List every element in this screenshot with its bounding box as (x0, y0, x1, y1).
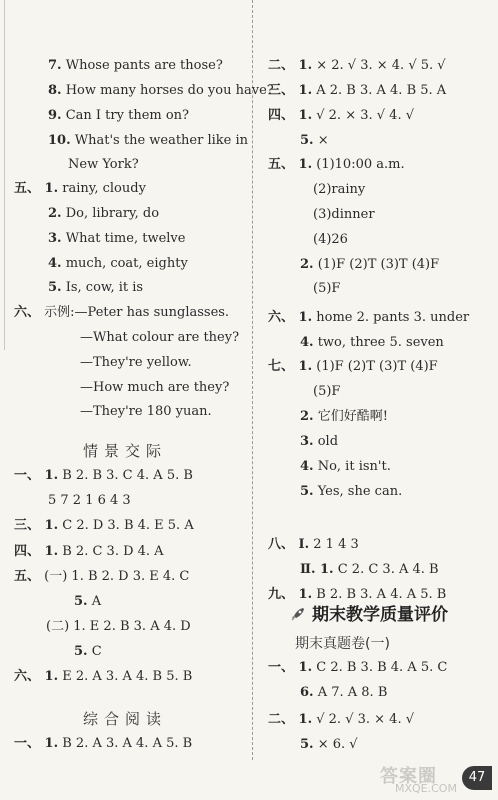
answer-line (14, 468, 193, 484)
answer-text: rainy, cloudy (58, 181, 146, 196)
answer-text: (二) 1. E 2. B 3. A 4. D (46, 619, 191, 634)
answer-line (313, 281, 340, 297)
answer-line (268, 108, 414, 124)
answer-number: 10. (48, 133, 71, 148)
answer-line (268, 157, 405, 173)
answer-text: much, coat, eighty (61, 256, 188, 271)
answer-line (74, 644, 102, 660)
answer-line (268, 660, 447, 676)
answer-text: B 2. A 3. A 4. A 5. B (58, 736, 193, 751)
answer-text: old (313, 434, 339, 449)
answer-line (300, 257, 439, 273)
answer-text: two, three 5. seven (313, 335, 444, 350)
answer-text: E 2. A 3. A 4. B 5. B (58, 669, 193, 684)
page-number: 47 (462, 766, 492, 790)
answer-line (14, 305, 229, 321)
answer-text: (4)26 (313, 232, 348, 247)
answer-text: Yes, she can. (313, 484, 403, 499)
answer-text: (1)F (2)T (3)T (4)F (312, 359, 438, 374)
answer-number: 3. (48, 231, 62, 246)
answer-line (14, 736, 192, 752)
answer-line (313, 207, 375, 223)
answer-line (300, 685, 387, 701)
answer-line (74, 594, 101, 610)
answer-number: 二、 1. (268, 712, 313, 727)
exam-subtitle: 期末真题卷(一) (295, 636, 390, 652)
answer-number: 8. (48, 83, 62, 98)
answer-text: C 2. B 3. B 4. A 5. C (312, 660, 448, 675)
answer-line (268, 83, 446, 99)
answer-text: —What colour are they? (80, 330, 240, 345)
answer-number: 五、 1. (14, 181, 59, 196)
answer-number: 4. (300, 335, 314, 350)
answer-line (268, 310, 469, 326)
answer-text: How many horses do you have? (61, 83, 274, 98)
answer-number: 八、 Ⅰ. (268, 537, 310, 552)
answer-number: 2. (300, 409, 314, 424)
answer-line (48, 83, 274, 99)
answer-text: B 2. C 3. D 4. A (58, 544, 164, 559)
answer-number: 七、 1. (268, 359, 313, 374)
answer-text: Do, library, do (61, 206, 160, 221)
answer-line (48, 280, 143, 296)
answer-line (80, 404, 212, 420)
answer-line (48, 206, 159, 222)
answer-number: 5. (300, 133, 314, 148)
answer-number: 9. (48, 108, 62, 123)
answer-line (48, 108, 189, 124)
answer-number: 4. (48, 256, 62, 271)
answer-number: Ⅱ. 1. (300, 562, 334, 577)
answer-line (300, 133, 329, 149)
answer-text: × (313, 133, 329, 148)
answer-number: 7. (48, 58, 62, 73)
answer-text: No, it isn't. (313, 459, 391, 474)
answer-number: 六、 1. (268, 310, 313, 325)
answer-number: 六、 1. (14, 669, 59, 684)
answer-text: A (87, 594, 102, 609)
answer-line (48, 231, 185, 247)
answer-text: —How much are they? (80, 380, 230, 395)
answer-number: 一、 1. (14, 736, 59, 751)
answer-text: (1)10:00 a.m. (312, 157, 405, 172)
answer-text: 它们好酷啊! (313, 409, 388, 424)
answer-number: 3. (300, 434, 314, 449)
answer-number: 五、 (14, 569, 41, 584)
answer-text: (5)F (313, 281, 341, 296)
answer-number: 5. (48, 280, 62, 295)
answer-text: A 7. A 8. B (313, 685, 388, 700)
answer-text: 示例:—Peter has sunglasses. (40, 305, 230, 320)
section-banner (290, 600, 448, 625)
answer-line (313, 182, 365, 198)
answer-number: 6. (300, 685, 314, 700)
answer-text: New York? (68, 157, 139, 172)
answer-number: 四、 1. (268, 108, 313, 123)
answer-line (268, 537, 359, 553)
answer-line (14, 518, 194, 534)
answer-number: 一、 1. (268, 660, 313, 675)
answer-text: B 2. B 3. C 4. A 5. B (58, 468, 193, 483)
answer-text: —They're 180 yuan. (80, 404, 212, 419)
answer-line (300, 562, 439, 578)
answer-number: 5. (300, 737, 314, 752)
answer-line (313, 232, 348, 248)
answer-line (48, 133, 248, 149)
answer-line (48, 493, 131, 509)
answer-line (300, 434, 338, 450)
answer-number: 二、 1. (268, 58, 313, 73)
answer-text: Can I try them on? (61, 108, 190, 123)
answer-text: Whose pants are those? (61, 58, 223, 73)
answer-text: (1)F (2)T (3)T (4)F (313, 257, 440, 272)
answer-text: × 2. √ 3. × 4. √ 5. √ (312, 58, 446, 73)
answer-text: × 6. √ (313, 737, 358, 752)
answer-line (313, 384, 340, 400)
answer-line (46, 619, 191, 635)
answer-text: (2)rainy (313, 182, 366, 197)
left-margin-rule (4, 0, 5, 350)
answer-text: (5)F (313, 384, 341, 399)
answer-line (14, 544, 164, 560)
answer-text: C 2. C 3. A 4. B (333, 562, 439, 577)
answer-line (268, 359, 438, 375)
watermark-url: MXQE.COM (395, 782, 457, 795)
answer-line (300, 737, 358, 753)
watermark-logo: 答案圈 (380, 766, 437, 787)
answer-number: 2. (300, 257, 314, 272)
answer-text: C (87, 644, 102, 659)
answer-number: 5. (74, 594, 88, 609)
answer-line (80, 330, 239, 346)
answer-line (48, 256, 188, 272)
answer-text: home 2. pants 3. under (312, 310, 470, 325)
answer-number: 4. (300, 459, 314, 474)
answer-line (68, 157, 139, 173)
answer-number: 三、 1. (14, 518, 59, 533)
answer-number: 九、 1. (268, 587, 313, 602)
rocket-icon (290, 606, 306, 622)
answer-text: What's the weather like in (70, 133, 249, 148)
banner-title: 期末教学质量评价 (312, 605, 448, 625)
section-heading: 综合阅读 (82, 710, 167, 728)
answer-text: √ 2. × 3. √ 4. √ (312, 108, 414, 123)
answer-text: 2 1 4 3 (309, 537, 359, 552)
section-heading: 情景交际 (82, 442, 167, 460)
answer-number: 2. (48, 206, 62, 221)
answer-number: 三、 1. (268, 83, 313, 98)
answer-line (14, 569, 189, 585)
answer-line (80, 355, 192, 371)
answer-number: 四、 1. (14, 544, 59, 559)
answer-line (300, 409, 388, 425)
answer-line (300, 335, 444, 351)
answer-number: 5. (300, 484, 314, 499)
answer-text: Is, cow, it is (61, 280, 144, 295)
answer-number: 一、 1. (14, 468, 59, 483)
answer-line (300, 484, 402, 500)
answer-line (268, 712, 414, 728)
answer-text: What time, twelve (61, 231, 186, 246)
answer-line (48, 58, 223, 74)
answer-line (268, 58, 446, 74)
answer-line (14, 669, 192, 685)
answer-line (14, 181, 146, 197)
answer-text: 5 7 2 1 6 4 3 (48, 493, 131, 508)
answer-text: √ 2. √ 3. × 4. √ (312, 712, 414, 727)
answer-line (80, 380, 229, 396)
answer-text: C 2. D 3. B 4. E 5. A (58, 518, 194, 533)
answer-text: B 2. B 3. A 4. A 5. B (312, 587, 447, 602)
answer-text: (一) 1. B 2. D 3. E 4. C (40, 569, 190, 584)
column-divider (252, 0, 253, 760)
answer-line (300, 459, 391, 475)
answer-number: 六、 (14, 305, 41, 320)
answer-text: (3)dinner (313, 207, 375, 222)
answer-text: A 2. B 3. A 4. B 5. A (312, 83, 447, 98)
answer-text: —They're yellow. (80, 355, 192, 370)
answer-number: 五、 1. (268, 157, 313, 172)
answer-number: 5. (74, 644, 88, 659)
